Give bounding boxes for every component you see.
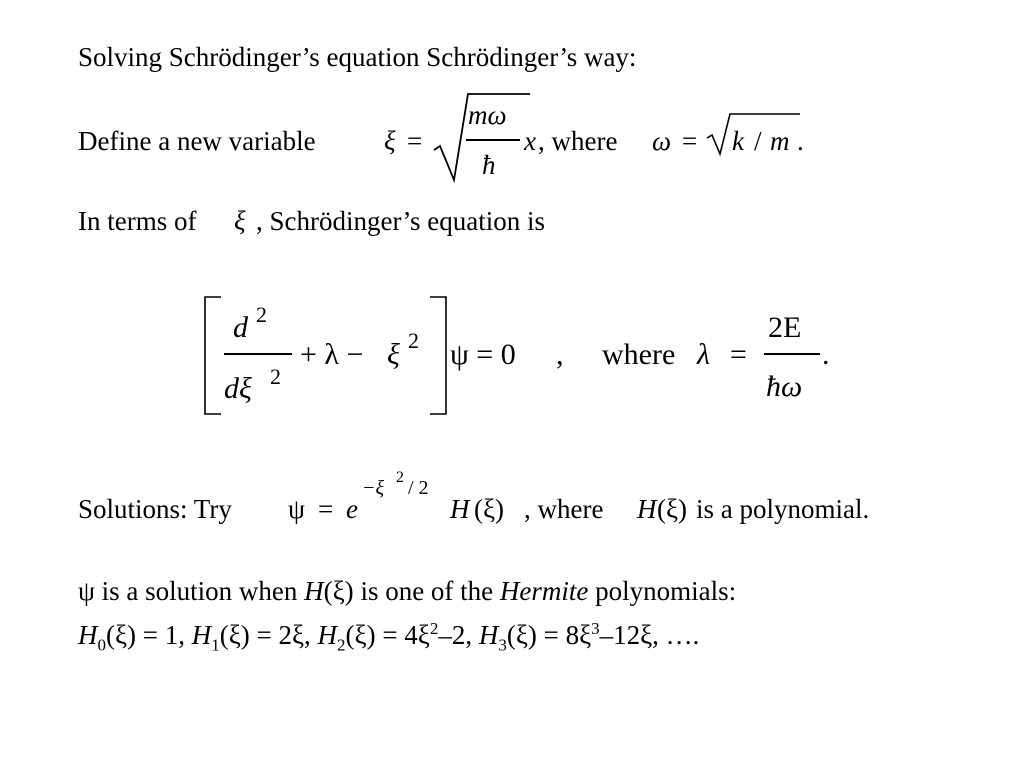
k-variable: k [732,126,744,156]
define-text: Define a new variable [78,126,316,156]
equation-where: where [602,338,676,371]
d-numerator: d [233,311,248,344]
polynomials-line [78,619,700,655]
H3: H [478,620,499,650]
title-line: Solving Schrödinger’s equation Schrödinger’s way: [78,42,637,72]
psi-symbol-hermite: ψ [78,576,95,606]
polynomial-text: is a polynomial. [696,494,870,524]
H2-rest: –2, [438,620,479,650]
x-variable: x [524,126,536,156]
xi-squared: 2 [408,328,419,353]
hermite-arg-line: (ξ) [323,576,354,606]
equation-period: . [822,338,830,371]
hermite-line [78,578,736,605]
hermite-H-line: H [304,576,324,606]
terms-text: In terms of [78,206,197,236]
equals-sign: = [407,126,423,156]
hermite-text-1: is a solution when [94,576,305,606]
left-bracket-icon [203,296,223,416]
H3-rest: –12ξ, …. [599,620,700,650]
lambda-symbol: λ [697,338,710,371]
H2-value: (ξ) = 4ξ [345,620,430,650]
psi-equals-zero: ψ = 0 [450,338,516,371]
exponent-xi: −ξ [362,477,385,499]
fraction-denominator: ħ [482,150,496,180]
terms-suffix: , Schrödinger’s equation is [256,206,545,236]
d-squared: 2 [256,302,267,327]
hermite-H: H [450,494,470,524]
H2: H [317,620,338,650]
solutions-where: , where [524,494,604,524]
omega-equals: = [682,126,698,156]
slash-symbol: / [754,126,762,156]
xi-symbol: ξ [384,126,396,156]
m-variable: m [770,126,790,156]
H1: H [191,620,212,650]
H2-sub: 2 [337,635,346,655]
H3-sub: 3 [498,635,507,655]
fraction-bar [466,139,520,141]
H1-sub: 1 [211,635,220,655]
psi-symbol: ψ [288,494,305,524]
H0: H [78,620,98,650]
H0-sub: 0 [97,635,106,655]
exponent-half: / 2 [408,477,429,499]
equation-comma: , [556,338,564,371]
right-bracket-icon [428,296,448,416]
lambda-fraction-bar [764,353,820,355]
hermite-text-2: is one of the [353,576,500,606]
H2-power: 2 [429,619,439,638]
deriv-fraction-bar [224,353,292,355]
plus-lambda-minus: + λ − [300,338,364,371]
energy-numerator: 2E [768,311,802,344]
xi-term: ξ [387,338,400,371]
H0-value: (ξ) = 1, [106,620,192,650]
fraction-numerator: mω [468,100,507,130]
H1-value: (ξ) = 2ξ, [219,620,318,650]
hermite-name: Hermite [499,576,589,606]
period: . [797,126,804,156]
H3-power: 3 [591,619,600,638]
dxi-denominator: dξ [224,372,252,405]
omega-symbol: ω [652,126,672,156]
hermite-arg: (ξ) [474,494,505,524]
hermite-H-inline: H [637,494,657,524]
exponential-e: e [346,494,358,524]
H3-value: (ξ) = 8ξ [506,620,592,650]
exponent-square: 2 [396,469,404,486]
dxi-squared: 2 [270,364,281,389]
hbar-omega-denominator: ħω [766,370,803,403]
hermite-text-3: polynomials: [588,576,737,606]
xi-symbol-terms: ξ [234,206,246,236]
solutions-text: Solutions: Try [78,494,232,524]
hermite-arg-inline: (ξ) [657,494,688,524]
solutions-equals: = [318,494,334,524]
lambda-equals: = [730,338,747,371]
where-text: , where [538,126,618,156]
